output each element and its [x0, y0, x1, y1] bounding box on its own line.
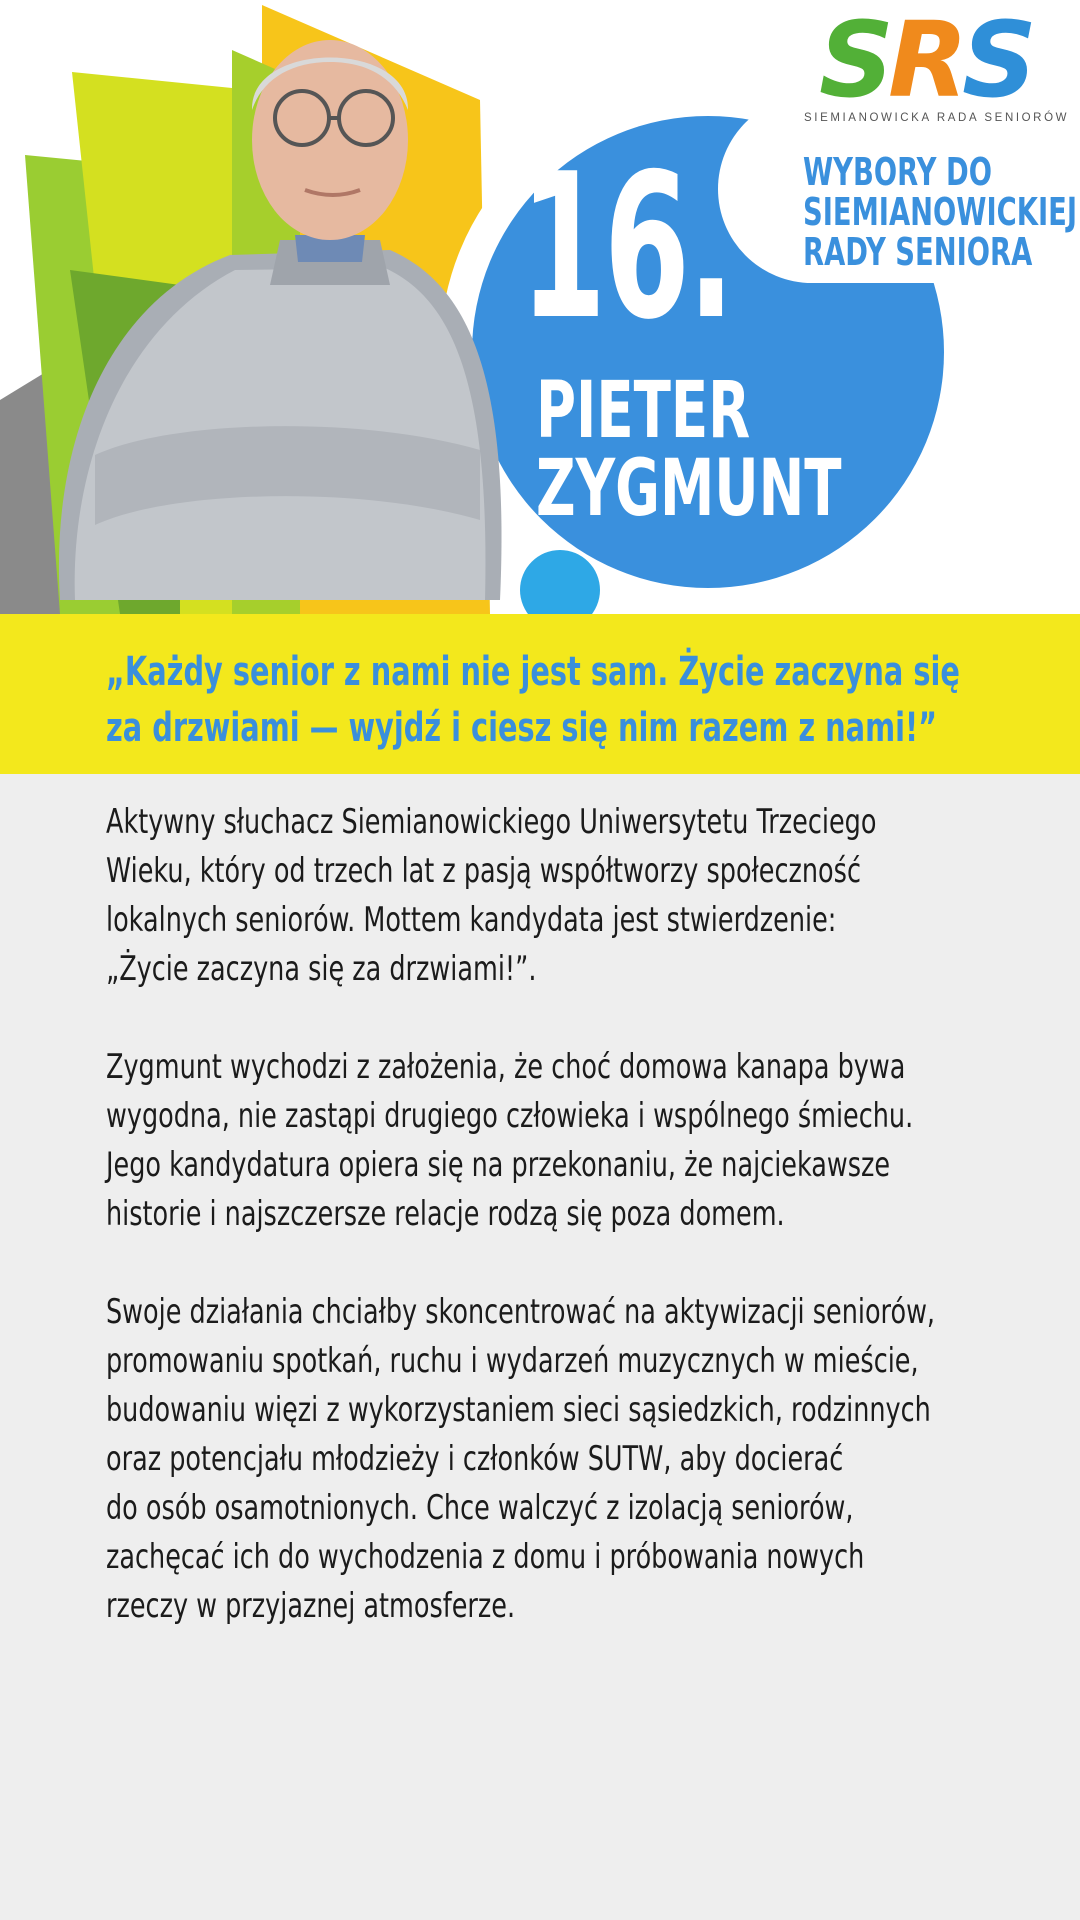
bio-line: do osób osamotnionych. Chce walczyć z izolacją seniorów,: [106, 1488, 854, 1528]
bio-line: „Życie zaczyna się za drzwiami!”.: [106, 949, 537, 989]
bio-paragraph-2: [106, 1043, 1080, 1239]
logo-subtitle: SIEMIANOWICKA RADA SENIORÓW: [804, 112, 1070, 124]
bio-paragraph-3: [106, 1288, 1080, 1631]
bio-line: Zygmunt wychodzi z założenia, że choć domowa kanapa bywa: [106, 1047, 906, 1087]
bio-line: Aktywny słuchacz Siemianowickiego Uniwersytetu Trzeciego: [106, 802, 877, 842]
bio-paragraph-1: [106, 798, 1080, 994]
bio-line: Swoje działania chciałby skoncentrować na aktywizacji seniorów,: [106, 1292, 936, 1332]
bio-line: budowaniu więzi z wykorzystaniem sieci sąsiedzkich, rodzinnych: [106, 1390, 931, 1430]
bio-line: promowaniu spotkań, ruchu i wydarzeń muzycznych w mieście,: [106, 1341, 919, 1381]
bio-line: Jego kandydatura opiera się na przekonaniu, że najciekawsze: [106, 1145, 891, 1185]
logo-letter-s2: S: [962, 0, 1031, 121]
election-line-3: RADY SENIORA: [803, 230, 1033, 274]
quote-band: [0, 614, 1080, 774]
bio-line: wygodna, nie zastąpi drugiego człowieka i wspólnego śmiechu.: [106, 1096, 914, 1136]
candidate-bio: [106, 798, 1080, 1680]
candidate-name: [536, 366, 842, 534]
srs-logo: [800, 0, 1070, 130]
bio-line: lokalnych seniorów. Mottem kandydata jest stwierdzenie:: [106, 900, 837, 940]
poster-header: [0, 0, 1080, 614]
logo-letter-s1: S: [819, 0, 888, 121]
bio-line: Wieku, który od trzech lat z pasją współtworzy społeczność: [106, 851, 861, 891]
candidate-quote: [106, 644, 1080, 756]
candidate-first-name: PIETER: [536, 366, 751, 456]
logo-letter-r: R: [887, 0, 963, 121]
candidate-number: 16.: [520, 131, 733, 364]
bio-line: zachęcać ich do wychodzenia z domu i próbowania nowych: [106, 1537, 865, 1577]
election-heading: [803, 152, 1077, 272]
quote-line: „Każdy senior z nami nie jest sam. Życie zaczyna się: [106, 649, 960, 695]
election-line-1: WYBORY DO: [803, 150, 992, 194]
bio-line: rzeczy w przyjaznej atmosferze.: [106, 1586, 516, 1626]
quote-line: za drzwiami — wyjdź i ciesz się nim razem z nami!”: [106, 705, 938, 751]
election-line-2: SIEMIANOWICKIEJ: [803, 190, 1078, 234]
candidate-last-name: ZYGMUNT: [536, 444, 842, 534]
bio-line: historie i najszczersze relacje rodzą się poza domem.: [106, 1194, 785, 1234]
bio-line: oraz potencjału młodzieży i członków SUTW, aby docierać: [106, 1439, 844, 1479]
